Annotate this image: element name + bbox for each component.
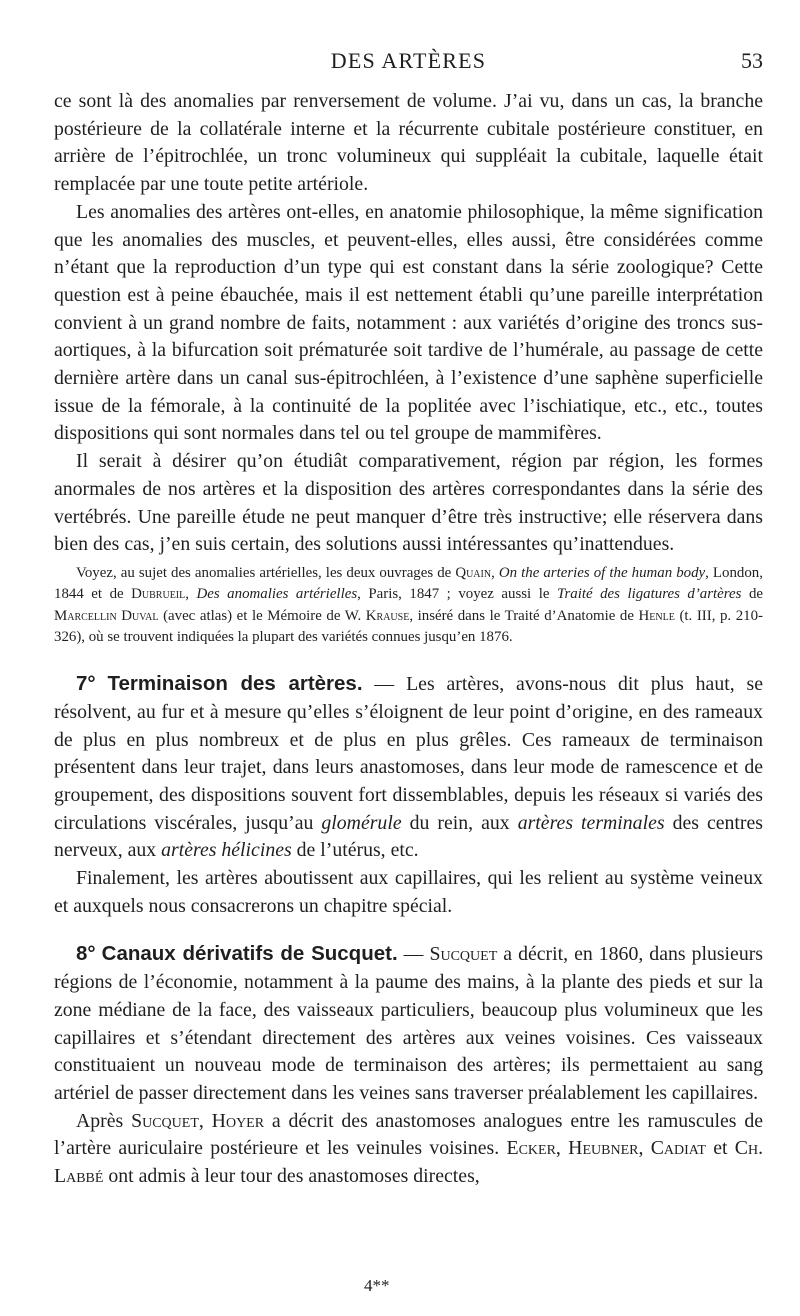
author-heubner: Heubner bbox=[568, 1137, 639, 1160]
footnote-middle-2: , Paris, 1847 ; voyez aussi le bbox=[357, 586, 550, 603]
section-8-anastomoses-paragraph bbox=[54, 1108, 763, 1191]
section-8-p2-end: ont admis à leur tour des anastomoses directes, bbox=[108, 1165, 480, 1188]
page-number: 53 bbox=[741, 48, 763, 73]
author-quain: Quain bbox=[455, 564, 492, 581]
printer-signature: 4** bbox=[364, 1276, 390, 1295]
work-title-quain: On the arteries of the human body bbox=[498, 564, 706, 581]
section-7-capillaries-paragraph: Finalement, les artères aboutissent aux capillaires, qui les relient au système veineux et auxquels nous consacrerons un chapitre spécial. bbox=[54, 867, 763, 917]
comma-1: , bbox=[198, 1109, 204, 1132]
author-sucquet: Sucquet bbox=[429, 943, 498, 966]
comma-2: , bbox=[555, 1137, 561, 1160]
section-8-paragraph bbox=[54, 940, 763, 1107]
comma-3: , bbox=[638, 1137, 644, 1160]
conjunction-et: et bbox=[713, 1137, 728, 1160]
author-dubrueil: Dubrueil bbox=[131, 586, 186, 603]
section-8-p2-middle: a décrit des anastomoses analogues entre les ramuscules de l’artère auriculaire postérieure et les veinules voisines. bbox=[54, 1109, 764, 1160]
term-arteres-helicines: artères hélicines bbox=[161, 839, 292, 862]
footnote-comma-2: , bbox=[185, 586, 197, 603]
section-7-text-2: du rein, aux bbox=[409, 811, 510, 834]
term-arteres-terminales: artères terminales bbox=[517, 811, 665, 834]
footnote-intro: Voyez, au sujet des anomalies artérielles, les deux ouvrages de bbox=[76, 564, 452, 581]
page-title: DES ARTÈRES bbox=[330, 48, 487, 73]
footnote-end: (t. III, p. 210-326), où se trouvent indiquées la plupart des variétés connues jusqu’en 1876. bbox=[54, 607, 764, 645]
section-8-number: 8° bbox=[76, 942, 96, 966]
footnote-middle-1: , London, 1844 et de bbox=[54, 564, 763, 603]
author-krause: Krause bbox=[365, 607, 410, 624]
section-8-heading: Canaux dérivatifs de Sucquet. bbox=[101, 942, 398, 966]
document-page bbox=[54, 0, 763, 1316]
term-glomerule: glomérule bbox=[321, 811, 402, 834]
author-sucquet-2: Sucquet bbox=[131, 1109, 199, 1132]
section-7-text-4: de l’utérus, etc. bbox=[296, 839, 419, 862]
section-8-p2-start: Après bbox=[76, 1109, 124, 1132]
author-duval: Marcellin Duval bbox=[54, 607, 159, 624]
footnote-middle-3: de bbox=[748, 586, 764, 603]
work-title-ligatures: Traité des ligatures d’artères bbox=[557, 586, 742, 603]
section-7-text-1: — Les artères, avons-nous dit plus haut, se résolvent, au fur et à mesure qu’elles s’éloignent de leur point d’origine, en des rameaux de plus en plus nombreux et de plus en plus grêles. Ces rameaux de terminaison présentent dans leur trajet, dans leurs anastomoses, dans leur mode de ramescence et de groupement, des dispositions souvent fort dissemblables, depuis les réseaux si variés des circulations viscérales, jusqu’au bbox=[54, 673, 764, 834]
paragraph-comparative-study: Il serait à désirer qu’on étudiât comparativement, région par région, les formes anormales de nos artères et la disposition des artères correspondantes dans la série des vertébrés. Une pareille étude ne peut manquer d’être très instructive; elle réservera dans bien des cas, j’en suis certain, des solutions aussi intéressantes qu’inattendues. bbox=[54, 450, 763, 556]
section-8-text: a décrit, en 1860, dans plusieurs régions de l’économie, notamment à la paume des mains, à la plante des pieds et sur la zone médiane de la face, des vaisseaux particuliers, beaucoup plus volumineux que les capillaires et s’étendant directement des artères aux veines voisines. Ces vaisseaux constituaient un nouveau mode de terminaison des artères; ils permettaient au sang artériel de passer directement dans les veines sans traverser préalablement les capillaires. bbox=[54, 943, 764, 1104]
running-head bbox=[54, 0, 763, 88]
work-title-dubrueil: Des anomalies artérielles bbox=[196, 586, 358, 603]
paragraph-anomalies-signification: Les anomalies des artères ont-elles, en anatomie philosophique, la même signification que les anomalies des muscles, et peuvent-elles, elles aussi, être considérées comme n’étant que la reproduction d’un type qui est constant dans la série zoologique? Cette question est à peine ébauchée, mais il est nettement établi qu’une pareille interprétation convient à un grand nombre de faits, notamment : aux variétés d’origine des troncs sus-aortiques, à la bifurcation soit prématurée soit tardive de l’humérale, au passage de cette dernière artère dans un canal sus-épitrochléen, à l’existence d’une saphène superficielle issue de la fémorale, à la continuité de la poplitée avec l’ischiatique, etc., etc., toutes dispositions qui sont normales dans tel ou tel groupe de mammifères. bbox=[54, 200, 763, 445]
author-cadiat: Cadiat bbox=[650, 1137, 706, 1160]
section-7-heading: Terminaison des artères. bbox=[107, 672, 363, 696]
author-henle: Henle bbox=[638, 607, 675, 624]
bibliography-note bbox=[54, 563, 763, 648]
section-7-text-3: des centres nerveux, aux bbox=[54, 811, 763, 862]
body-text bbox=[54, 88, 763, 1191]
section-7-number: 7° bbox=[76, 672, 96, 696]
author-hoyer: Hoyer bbox=[211, 1109, 265, 1132]
author-labbe: Ch. Labbé bbox=[54, 1137, 764, 1188]
footnote-middle-4: (avec atlas) et le Mémoire de W. bbox=[163, 607, 362, 624]
section-7-paragraph bbox=[54, 670, 763, 865]
paragraph-anomalies-volume: ce sont là des anomalies par renversement de volume. J’ai vu, dans un cas, la branche postérieure de la collatérale interne et la récurrente cubitale postérieure constituer, en arrière de l’épitrochlée, un tronc volumineux qui suppléait la cubitale, laquelle était remplacée par une toute petite artériole. bbox=[54, 90, 763, 196]
footnote-middle-5: , inséré dans le Traité d’Anatomie de bbox=[409, 607, 634, 624]
section-8-dash: — bbox=[403, 943, 424, 966]
footnote-comma: , bbox=[491, 564, 499, 581]
author-ecker: Ecker bbox=[506, 1137, 556, 1160]
